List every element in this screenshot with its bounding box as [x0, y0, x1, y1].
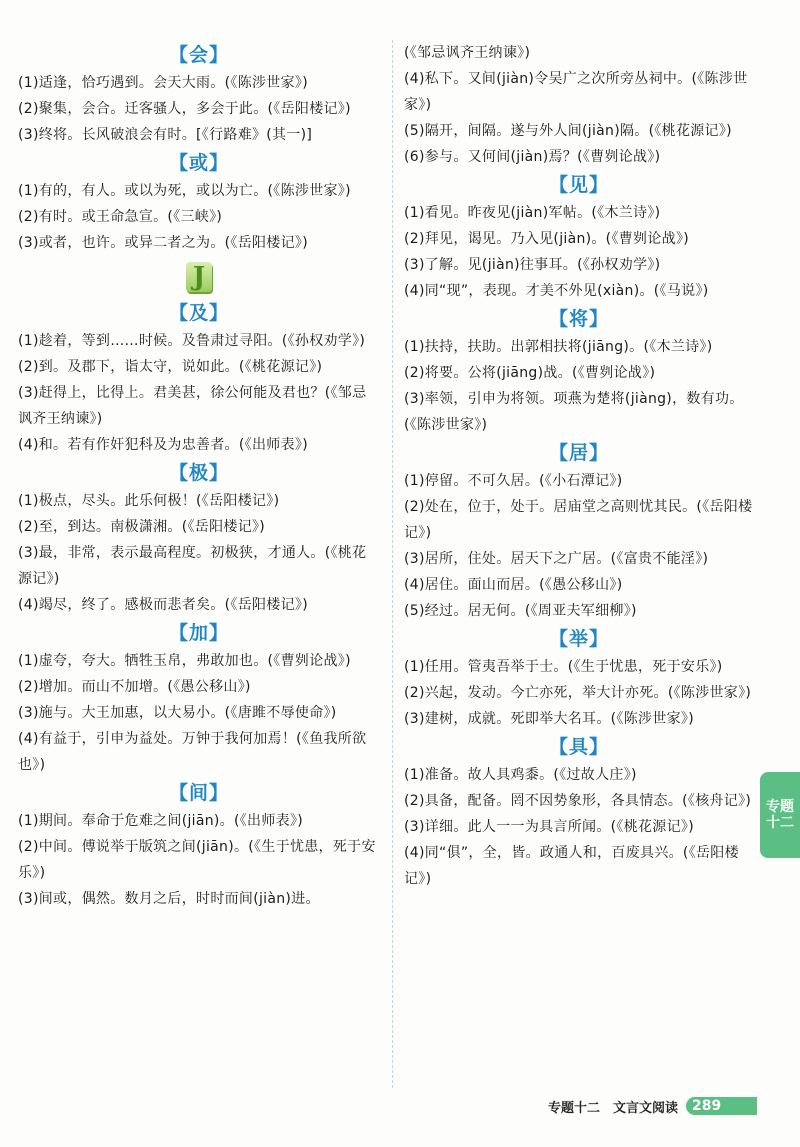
definition-entry: (2)兴起，发动。今亡亦死，举大计亦死。(《陈涉世家》): [404, 685, 752, 701]
definition-entry: (3)终将。长风破浪会有时。[《行路难》(其一)]: [18, 127, 313, 143]
entry-heading: 【将】: [548, 308, 609, 330]
definition-entry: (1)虚夸，夸大。牺牲玉帛，弗敢加也。(《曹刿论战》): [18, 653, 351, 669]
entry-heading: 【居】: [548, 442, 609, 464]
definition-entry: (2)增加。而山不加增。(《愚公移山》): [18, 679, 251, 695]
column-divider: [392, 40, 393, 1088]
definition-entry: (2)处在，位于，处于。居庙堂之高则忧其民。(《岳阳楼记》): [404, 499, 753, 541]
definition-entry: (3)率领，引申为将领。项燕为楚将(jiàng)，数有功。(《陈涉世家》): [404, 391, 744, 433]
entry-heading: 【间】: [168, 782, 229, 804]
definition-entry: (3)间或，偶然。数月之后，时时而间(jiàn)进。: [18, 891, 320, 907]
definition-entry: (1)停留。不可久居。(《小石潭记》): [404, 473, 623, 489]
right-column: [404, 40, 754, 892]
definition-entry: (3)或者，也许。或异二者之为。(《岳阳楼记》): [18, 235, 308, 251]
chapter-side-tab: [760, 772, 800, 858]
entry-heading: 【或】: [168, 152, 229, 174]
definition-entry: (4)私下。又间(jiàn)令吴广之次所旁丛祠中。(《陈涉世家》): [404, 71, 748, 113]
definition-entry: (2)有时。或王命急宣。(《三峡》): [18, 209, 223, 225]
definition-entry: (3)赶得上，比得上。君美甚，徐公何能及君也？(《邹忌讽齐王纳谏》): [18, 385, 367, 427]
entry-heading: 【加】: [168, 622, 229, 644]
entry-heading: 【举】: [548, 628, 609, 650]
letter-divider: [18, 256, 380, 298]
definition-entry: (1)期间。奉命于危难之间(jiān)。(《出师表》): [18, 813, 304, 829]
definition-entry: (3)详细。此人一一为具言所闻。(《桃花源记》): [404, 819, 694, 835]
definition-entry: (4)有益于，引申为益处。万钟于我何加焉！(《鱼我所欲也》): [18, 731, 367, 773]
definition-entry: (1)看见。昨夜见(jiàn)军帖。(《木兰诗》): [404, 205, 661, 221]
definition-entry: (3)施与。大王加惠，以大易小。(《唐雎不辱使命》): [18, 705, 337, 721]
page-footer: [548, 1096, 757, 1116]
definition-entry: (2)拜见，谒见。乃入见(jiàn)。(《曹刿论战》): [404, 231, 690, 247]
footer-title: 专题十二 文言文阅读: [548, 1100, 679, 1116]
entry-heading: 【会】: [168, 44, 229, 66]
side-tab-line1: 专题: [766, 799, 794, 815]
page-number: 289: [686, 1097, 757, 1115]
definition-entry: (2)至，到达。南极潇湘。(《岳阳楼记》): [18, 519, 266, 535]
definition-entry: (1)极点，尽头。此乐何极！(《岳阳楼记》): [18, 493, 280, 509]
definition-entry: (4)居住。面山而居。(《愚公移山》): [404, 577, 623, 593]
definition-entry: (5)经过。居无何。(《周亚夫军细柳》): [404, 603, 637, 619]
definition-entry: (2)聚集，会合。迁客骚人，多会于此。(《岳阳楼记》): [18, 101, 351, 117]
entry-heading: 【见】: [548, 174, 609, 196]
definition-entry: (3)居所，住处。居天下之广居。(《富贵不能淫》): [404, 551, 709, 567]
definition-entry: (5)隔开，间隔。遂与外人间(jiàn)隔。(《桃花源记》): [404, 123, 732, 139]
definition-entry: (1)任用。管夷吾举于士。(《生于忧患，死于安乐》): [404, 659, 723, 675]
definition-entry: (3)最，非常，表示最高程度。初极狭，才通人。(《桃花源记》): [18, 545, 367, 587]
left-column: [18, 40, 380, 912]
definition-entry: (1)扶持，扶助。出郭相扶将(jiāng)。(《木兰诗》): [404, 339, 713, 355]
definition-entry: (3)建树，成就。死即举大名耳。(《陈涉世家》): [404, 711, 694, 727]
entry-heading: 【及】: [168, 302, 229, 324]
entry-heading: 【具】: [548, 736, 609, 758]
side-tab-line2: 十二: [766, 815, 794, 831]
definition-entry: (4)同“俱”，全，皆。政通人和，百废具兴。(《岳阳楼记》): [404, 845, 739, 887]
definition-entry: (1)适逢，恰巧遇到。会天大雨。(《陈涉世家》): [18, 75, 308, 91]
definition-entry: (1)有的，有人。或以为死，或以为亡。(《陈涉世家》): [18, 183, 351, 199]
definition-entry: (4)和。若有作奸犯科及为忠善者。(《出师表》): [18, 437, 308, 453]
definition-entry: (2)将要。公将(jiāng)战。(《曹刿论战》): [404, 365, 656, 381]
definition-entry: (6)参与。又何间(jiàn)焉？(《曹刿论战》): [404, 149, 661, 165]
definition-entry: (4)同“现”，表现。才美不外见(xiàn)。(《马说》): [404, 283, 709, 299]
definition-entry: (4)竭尽，终了。感极而悲者矣。(《岳阳楼记》): [18, 597, 308, 613]
definition-entry: (2)中间。傅说举于版筑之间(jiān)。(《生于忧患，死于安乐》): [18, 839, 376, 881]
definition-entry: (1)趁着，等到……时候。及鲁肃过寻阳。(《孙权劝学》): [18, 333, 366, 349]
entry-heading: 【极】: [168, 462, 229, 484]
definition-entry: (《邹忌讽齐王纳谏》): [404, 45, 531, 61]
definition-entry: (2)到。及郡下，诣太守，说如此。(《桃花源记》): [18, 359, 323, 375]
definition-entry: (1)准备。故人具鸡黍。(《过故人庄》): [404, 767, 637, 783]
letter-badge-icon: J: [186, 262, 212, 292]
definition-entry: (3)了解。见(jiàn)往事耳。(《孙权劝学》): [404, 257, 661, 273]
definition-entry: (2)具备，配备。罔不因势象形，各具情态。(《核舟记》): [404, 793, 752, 809]
